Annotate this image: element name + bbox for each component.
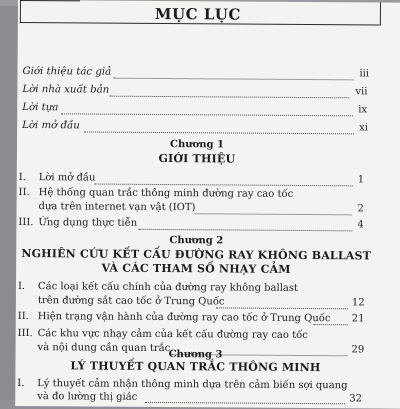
entry-page: 12	[351, 297, 365, 309]
dot-leader	[109, 96, 349, 99]
entry-label-continuation: và nội dung cần quan trắc	[37, 342, 171, 355]
entry-numeral: II.	[17, 311, 29, 323]
entry-label-continuation: trên đường sắt cao tốc ở Trung Quốc	[37, 295, 225, 308]
entry-numeral: III.	[18, 217, 34, 229]
entry-numeral: I.	[18, 172, 26, 184]
dot-leader	[145, 402, 345, 404]
toc-entry-label: Lời mở đầu	[22, 120, 80, 132]
header-rule-left	[20, 0, 80, 1]
dot-leader	[216, 307, 348, 309]
entry-page: 21	[351, 313, 365, 325]
chapter-title: NGHIÊN CỨU KẾT CẤU ĐƯỜNG RAY KHÔNG BALLAST	[21, 247, 372, 263]
toc-entry-page: vii	[355, 86, 368, 98]
dot-leader	[84, 131, 354, 134]
chapter-number: Chương 2	[169, 235, 224, 247]
entry-label-continuation: và đo lường thị giác	[37, 391, 138, 403]
entry-label: Các khu vực nhạy cảm của kết cấu đường ray cao tốc	[37, 328, 308, 342]
entry-label: Ứng dụng thực tiễn	[38, 217, 138, 229]
toc-entry-page: xi	[359, 122, 368, 134]
entry-page: 4	[357, 219, 364, 231]
entry-label: Hệ thống quan trắc thông minh đường ray cao tốc	[38, 187, 294, 200]
entry-page: 32	[349, 393, 362, 405]
toc-entry-page: iii	[359, 68, 370, 80]
dot-leader	[195, 213, 352, 215]
entry-label: Lý thuyết cảm nhận thông minh dựa trên cảm biến sợi quang	[37, 378, 348, 392]
chapter-number: Chương 3	[168, 349, 223, 361]
entry-page: 1	[357, 174, 365, 186]
chapter-number: Chương 1	[170, 139, 224, 151]
entry-label: Các loại kết cấu chính của đường ray không ballast	[37, 281, 299, 294]
chapter-title: GIỚI THIỆU	[158, 151, 236, 166]
toc-entry-label: Lời tựa	[22, 102, 59, 114]
toc-entry-label: Giới thiệu tác giả	[22, 66, 112, 78]
page-title: MỤC LỤC	[154, 4, 241, 24]
entry-numeral: I.	[17, 281, 26, 293]
dot-leader	[138, 229, 352, 231]
entry-page: 2	[357, 203, 364, 215]
entry-numeral: I.	[17, 378, 25, 390]
entry-label: Lời mở đầu	[38, 172, 96, 184]
chapter-title: LÝ THUYẾT QUAN TRẮC THÔNG MINH	[70, 359, 321, 375]
dot-leader	[113, 78, 353, 81]
entry-numeral: III.	[17, 328, 33, 340]
header-rule-right-edge	[380, 3, 381, 26]
book-page	[15, 0, 400, 409]
entry-label: Hiện trạng vận hành của đường ray cao tốc ở Trung Quốc	[37, 311, 331, 325]
dot-leader	[61, 113, 353, 116]
entry-label-continuation: dựa trên internet vạn vật (IOT)	[38, 201, 196, 214]
toc-entry-label: Lời nhà xuất bản	[22, 84, 110, 96]
dot-leader	[95, 184, 353, 187]
entry-numeral: II.	[18, 187, 30, 199]
entry-page: 29	[351, 344, 365, 356]
chapter-title-line2: VÀ CÁC THAM SỐ NHẠY CẢM	[101, 261, 291, 276]
dot-leader	[314, 324, 348, 325]
toc-entry-page: ix	[358, 104, 368, 116]
